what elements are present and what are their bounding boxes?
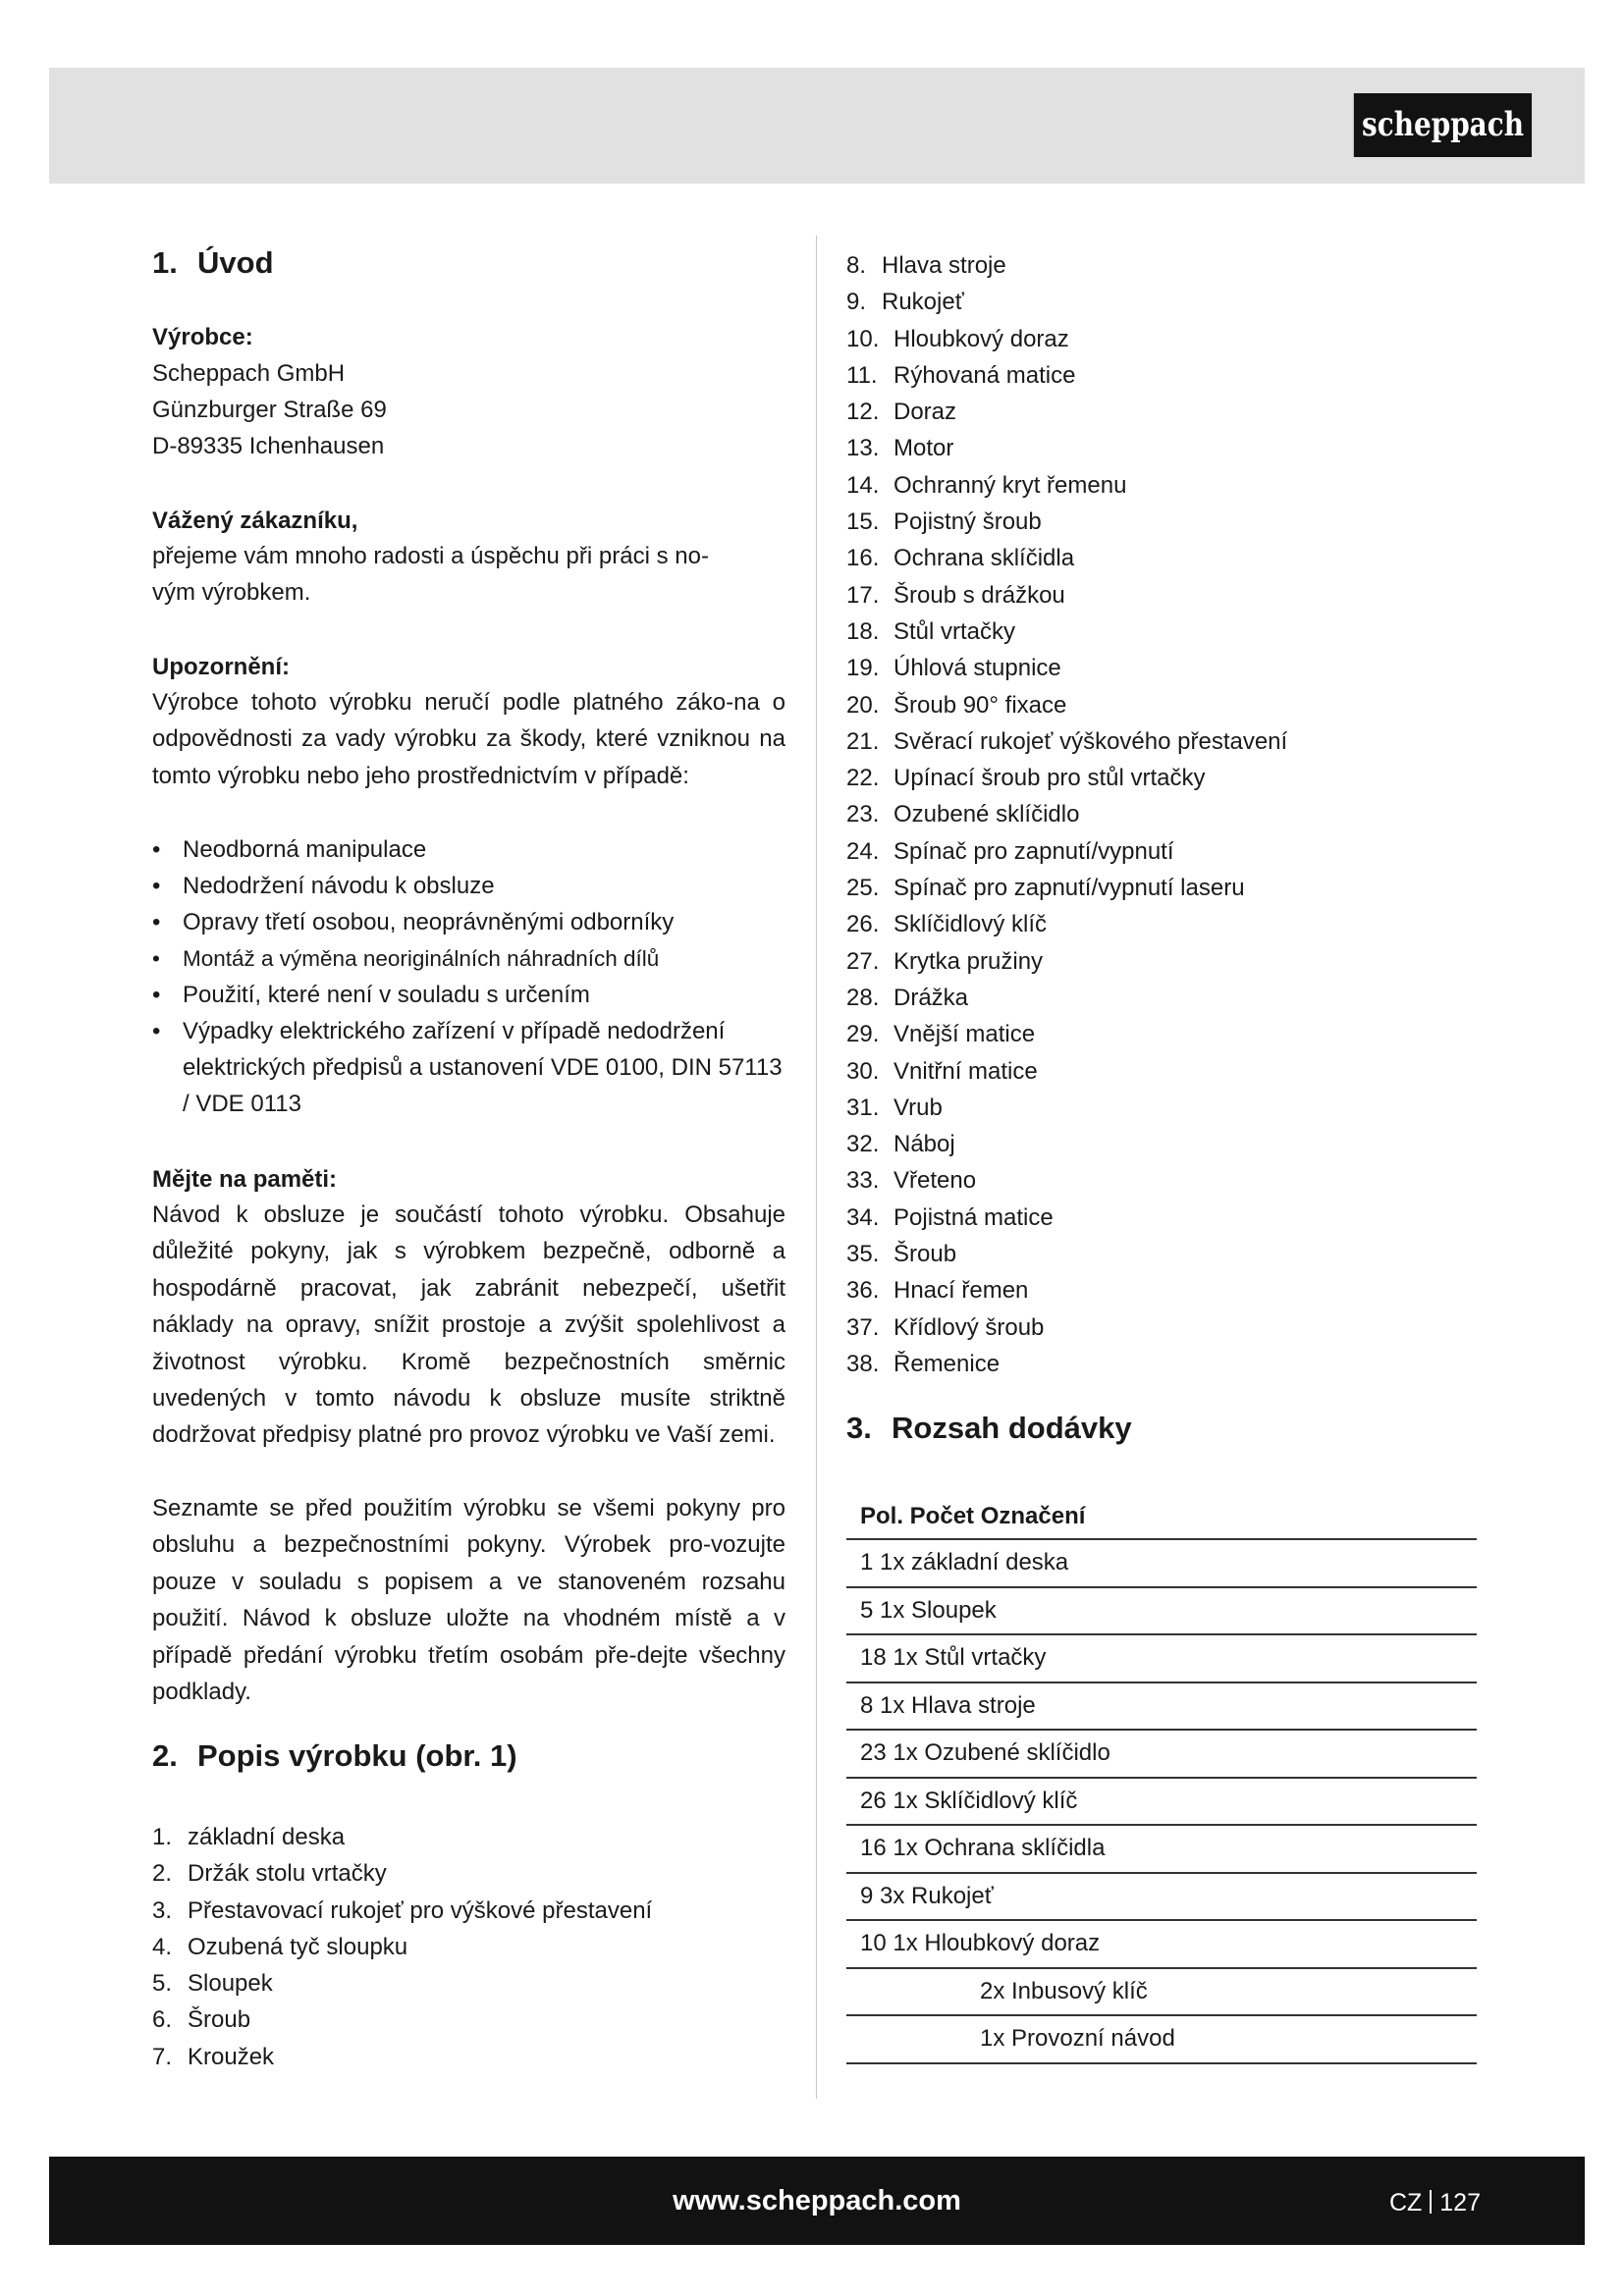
scheppach-logo: scheppach: [1354, 93, 1532, 157]
parts-list-item-label: Motor: [893, 435, 954, 462]
section-2-heading: 2. Popis výrobku (obr. 1): [152, 1738, 517, 1773]
parts-list-item: [846, 394, 1475, 430]
dear-customer-label: Vážený zákazníku,: [152, 507, 358, 534]
parts-list-item-number: 22.: [846, 765, 880, 792]
parts-list-item: [152, 1819, 790, 1855]
parts-list-item: [846, 357, 1475, 394]
parts-list-item: [152, 1893, 790, 1929]
parts-list-item-number: 30.: [846, 1057, 880, 1085]
parts-list-item-number: 6.: [152, 2006, 173, 2034]
parts-list-item-number: 33.: [846, 1167, 880, 1195]
remember-label: Mějte na paměti:: [152, 1166, 338, 1193]
notice-bullet: • Výpadky elektrického zařízení v případě nedodržení elektrických předpisů a ustanovení VDE 0100, DIN 57113 / VDE 0113: [152, 1018, 783, 1118]
parts-list-item-label: Křídlový šroub: [893, 1313, 1045, 1341]
parts-list-item-label: Upínací šroub pro stůl vrtačky: [893, 765, 1206, 792]
parts-list-item-label: Ozubená tyč sloupku: [188, 1933, 408, 1960]
parts-list-item: [152, 2039, 790, 2075]
parts-list-item-number: 17.: [846, 581, 880, 609]
parts-list-item: [152, 1855, 790, 1892]
notice-bullet: • Použití, které není v souladu s určením: [152, 982, 590, 1008]
parts-list-item-label: Držák stolu vrtačky: [188, 1860, 387, 1888]
scope-table-header: Pol. Počet Označení: [846, 1494, 1477, 1539]
parts-list-item-label: Přestavovací rukojeť pro výškové přestavení: [188, 1896, 653, 1924]
section-3-heading: 3. Rozsah dodávky: [846, 1411, 1132, 1445]
parts-list-item-number: 12.: [846, 399, 880, 426]
parts-list-item: [846, 540, 1475, 576]
parts-list-item-label: Sklíčidlový klíč: [893, 911, 1048, 938]
manufacturer-line: Günzburger Straße 69: [152, 397, 387, 423]
parts-list-item-label: Pojistná matice: [893, 1203, 1054, 1231]
notice-text: Výrobce tohoto výrobku neručí podle platného záko-na o odpovědnosti za vady výrobku za škody, které vzniknou na tomto výrobku nebo jeho prostřednictvím v případě:: [152, 689, 785, 789]
parts-list-item: [846, 1162, 1475, 1199]
parts-list-item-number: 20.: [846, 691, 880, 719]
parts-list-item-label: Spínač pro zapnutí/vypnutí: [893, 837, 1174, 865]
notice-bullet: • Neodborná manipulace: [152, 836, 427, 863]
parts-list-item-number: 16.: [846, 545, 880, 572]
parts-list-left: [152, 1819, 790, 2075]
parts-list-item-number: 37.: [846, 1313, 880, 1341]
parts-list-item: [846, 1016, 1475, 1052]
parts-list-item-number: 1.: [152, 1824, 173, 1850]
notice-bullet: • Montáž a výměna neoriginálních náhradních dílů: [152, 946, 660, 971]
parts-list-item-label: Vřeteno: [893, 1167, 977, 1195]
parts-list-item: [846, 1126, 1475, 1162]
footer-band: [49, 2157, 1585, 2245]
parts-list-item-number: 14.: [846, 471, 880, 499]
parts-list-item-label: Doraz: [893, 399, 957, 426]
parts-list-item-number: 7.: [152, 2043, 173, 2070]
parts-list-item-label: Vnější matice: [893, 1021, 1036, 1048]
scope-row: 1x Provozní návod: [846, 2015, 1477, 2063]
parts-list-item-number: 31.: [846, 1094, 880, 1121]
manufacturer-line: Scheppach GmbH: [152, 360, 346, 387]
remember-text-2: Seznamte se před použitím výrobku se všemi pokyny pro obsluhu a bezpečnostními pokyny. Výrobek pro-vozujte pouze v souladu s popisem a ve stanoveném rozsahu použití. Návod k obsluze uložte na vhodném místě a v případě předání výrobku třetím osobám pře-dejte všechny podklady.: [152, 1495, 785, 1706]
parts-list-item-number: 19.: [846, 655, 880, 682]
parts-list-item: [846, 833, 1475, 870]
parts-list-item-label: Ozubené sklíčidlo: [893, 801, 1080, 828]
parts-list-item-number: 26.: [846, 911, 880, 938]
parts-list-item-number: 11.: [846, 361, 878, 389]
parts-list-item-label: Šroub: [893, 1241, 957, 1268]
parts-list-item: [846, 1053, 1475, 1090]
parts-list-item: [846, 247, 1475, 284]
parts-list-item-label: Hlava stroje: [882, 252, 1006, 279]
parts-list-item-label: Rukojeť: [882, 289, 964, 316]
parts-list-item: [846, 980, 1475, 1016]
parts-list-item: [846, 467, 1475, 504]
footer-url-link[interactable]: www.scheppach.com: [673, 2185, 961, 2216]
parts-list-item-number: 10.: [846, 325, 880, 352]
scope-row: 26 1x Sklíčidlový klíč: [846, 1778, 1477, 1826]
parts-list-item: [846, 284, 1475, 320]
parts-list-item-label: Krytka pružiny: [893, 947, 1044, 975]
parts-list-item: [846, 1236, 1475, 1272]
parts-list-item: [846, 870, 1475, 906]
parts-list-item: [846, 760, 1475, 796]
manufacturer-label: Výrobce:: [152, 324, 253, 350]
parts-list-item: [152, 1965, 790, 2002]
section-1-heading: 1. Úvod: [152, 245, 274, 280]
parts-list-item: [846, 906, 1475, 942]
parts-list-item-label: Stůl vrtačky: [893, 617, 1016, 645]
parts-list-item: [846, 1200, 1475, 1236]
parts-list-item-label: Šroub 90° fixace: [893, 691, 1067, 719]
footer-page-number: CZ 127: [1388, 2189, 1481, 2216]
notice-label: Upozornění:: [152, 654, 290, 680]
scope-row: 8 1x Hlava stroje: [846, 1682, 1477, 1731]
scope-row: 16 1x Ochrana sklíčidla: [846, 1825, 1477, 1873]
dear-customer-line: vým výrobkem.: [152, 579, 311, 606]
dear-customer-line: přejeme vám mnoho radosti a úspěchu při práci s no-: [152, 543, 709, 569]
parts-list-item: [152, 1929, 790, 1965]
remember-text: Návod k obsluze je součástí tohoto výrobku. Obsahuje důležité pokyny, jak s výrobkem bezpečně, odborně a hospodárně pracovat, jak zabránit nebezpečí, ušetřit náklady na opravy, snížit prostoje a zvýšit spolehlivost a životnost výrobku. Kromě bezpečnostních směrnic uvedených v tomto návodu k obsluze musíte striktně dodržovat předpisy platné pro provoz výrobku ve Vaší zemi.: [152, 1201, 785, 1449]
column-divider: [816, 236, 817, 2099]
parts-list-item-label: Šroub: [188, 2006, 251, 2034]
parts-list-item-number: 25.: [846, 875, 880, 902]
parts-list-item-label: Spínač pro zapnutí/vypnutí laseru: [893, 875, 1245, 902]
parts-list-item-label: Drážka: [893, 984, 969, 1011]
parts-list-item-number: 24.: [846, 837, 880, 865]
parts-list-item: [846, 1272, 1475, 1308]
scope-row: 23 1x Ozubené sklíčidlo: [846, 1730, 1477, 1778]
parts-list-item: [846, 687, 1475, 723]
parts-list-item-number: 36.: [846, 1277, 880, 1305]
parts-list-item-number: 27.: [846, 947, 880, 975]
parts-list-item-number: 28.: [846, 984, 880, 1011]
scope-row: 18 1x Stůl vrtačky: [846, 1634, 1477, 1682]
parts-list-item-label: Řemenice: [893, 1350, 1001, 1377]
parts-list-item-number: 8.: [846, 252, 867, 279]
parts-list-item: [846, 1309, 1475, 1346]
scope-row: 1 1x základní deska: [846, 1539, 1477, 1587]
parts-list-item-number: 35.: [846, 1241, 880, 1268]
parts-list-item: [846, 577, 1475, 614]
parts-list-item-label: Kroužek: [188, 2043, 275, 2070]
parts-list-item-label: Úhlová stupnice: [893, 655, 1061, 682]
parts-list-item-number: 34.: [846, 1203, 880, 1231]
parts-list-item-number: 23.: [846, 801, 880, 828]
parts-list-item-number: 29.: [846, 1021, 880, 1048]
parts-list-item-label: Náboj: [893, 1131, 955, 1158]
parts-list-item: [846, 614, 1475, 650]
scope-table: [846, 1494, 1477, 2064]
parts-list-item-label: Hloubkový doraz: [893, 325, 1069, 352]
parts-list-item: [846, 723, 1475, 760]
parts-list-item-number: 38.: [846, 1350, 880, 1377]
parts-list-item-number: 21.: [846, 727, 880, 755]
parts-list-item: [846, 650, 1475, 686]
parts-list-item: [846, 943, 1475, 980]
parts-list-item-number: 2.: [152, 1860, 173, 1888]
parts-list-item: [846, 1090, 1475, 1126]
header-band: [49, 68, 1585, 184]
parts-list-item: [846, 1346, 1475, 1382]
parts-list-item-label: Rýhovaná matice: [893, 361, 1076, 389]
parts-list-item-number: 3.: [152, 1896, 173, 1924]
scope-row: 2x Inbusový klíč: [846, 1968, 1477, 2016]
parts-list-item-number: 4.: [152, 1933, 173, 1960]
parts-list-item-number: 15.: [846, 508, 880, 536]
parts-list-item: [152, 2002, 790, 2038]
parts-list-item-number: 9.: [846, 289, 867, 316]
parts-list-item-number: 32.: [846, 1131, 880, 1158]
parts-list-item-label: Pojistný šroub: [893, 508, 1042, 536]
scope-row: 9 3x Rukojeť: [846, 1873, 1477, 1921]
notice-bullet: • Nedodržení návodu k obsluze: [152, 873, 495, 899]
parts-list-item-label: Šroub s drážkou: [893, 581, 1065, 609]
parts-list-item-label: Svěrací rukojeť výškového přestavení: [893, 727, 1288, 755]
scope-row: 10 1x Hloubkový doraz: [846, 1920, 1477, 1968]
scope-row: 5 1x Sloupek: [846, 1587, 1477, 1635]
parts-list-item: [846, 504, 1475, 540]
parts-list-item: [846, 796, 1475, 832]
parts-list-item-number: 13.: [846, 435, 880, 462]
notice-bullet: • Opravy třetí osobou, neoprávněnými odborníky: [152, 909, 675, 935]
parts-list-item-label: Ochranný kryt řemenu: [893, 471, 1127, 499]
parts-list-right: [846, 247, 1475, 1382]
parts-list-item-label: Vrub: [893, 1094, 943, 1121]
parts-list-item-label: Sloupek: [188, 1970, 273, 1998]
parts-list-item-label: Ochrana sklíčidla: [893, 545, 1075, 572]
parts-list-item-number: 5.: [152, 1970, 173, 1998]
manufacturer-line: D-89335 Ichenhausen: [152, 433, 385, 459]
parts-list-item-label: základní deska: [188, 1824, 346, 1850]
parts-list-item-label: Hnací řemen: [893, 1277, 1029, 1305]
parts-list-item-label: Vnitřní matice: [893, 1057, 1038, 1085]
parts-list-item-number: 18.: [846, 617, 880, 645]
parts-list-item: [846, 430, 1475, 466]
parts-list-item: [846, 321, 1475, 357]
